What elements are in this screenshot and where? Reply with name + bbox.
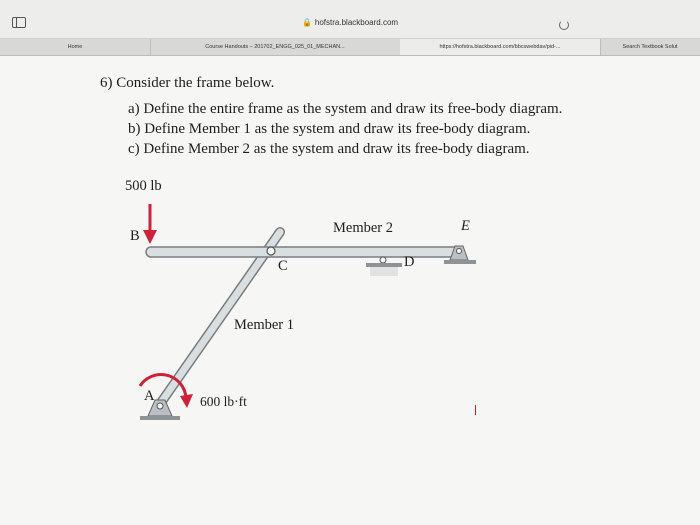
tab-home[interactable]: Home [0, 39, 151, 55]
reload-icon[interactable] [559, 20, 569, 30]
problem-part-a: a) Define the entire frame as the system and draw its free-body diagram. [128, 101, 563, 117]
point-c-label: C [278, 258, 288, 274]
lock-icon: 🔒 [301, 18, 312, 27]
problem-part-c: c) Define Member 2 as the system and draw its free-body diagram. [128, 141, 530, 157]
force-label: 500 lb [125, 178, 162, 194]
address-host: hofstra.blackboard.com [314, 18, 399, 27]
tab-bar [0, 39, 700, 56]
red-mark [475, 405, 476, 415]
tab-course-handouts[interactable]: Course Handouts – 201702_ENGG_025_01_MECHAN... [150, 39, 401, 55]
load-arrow-500lb [143, 204, 157, 244]
point-e-label: E [461, 218, 470, 234]
point-a-label: A [144, 388, 155, 404]
support-d [366, 257, 402, 276]
browser-toolbar [0, 0, 700, 39]
problem-heading: 6) Consider the frame below. [100, 75, 275, 91]
address-bar[interactable] [0, 18, 700, 27]
member1-label: Member 1 [234, 317, 294, 333]
moment-label: 600 lb·ft [200, 394, 247, 409]
tab-search-textbook[interactable]: Search Textbook Solut [622, 44, 678, 50]
problem-part-b: b) Define Member 1 as the system and draw its free-body diagram. [128, 121, 531, 137]
member2-label: Member 2 [333, 220, 393, 236]
point-d-label: D [404, 254, 415, 270]
tab-handout-pdf[interactable]: https://hofstra.blackboard.com/bbcswebdav/pid-... [400, 39, 601, 55]
pin-c [267, 247, 275, 255]
point-b-label: B [130, 228, 140, 244]
frame-diagram [0, 56, 700, 525]
